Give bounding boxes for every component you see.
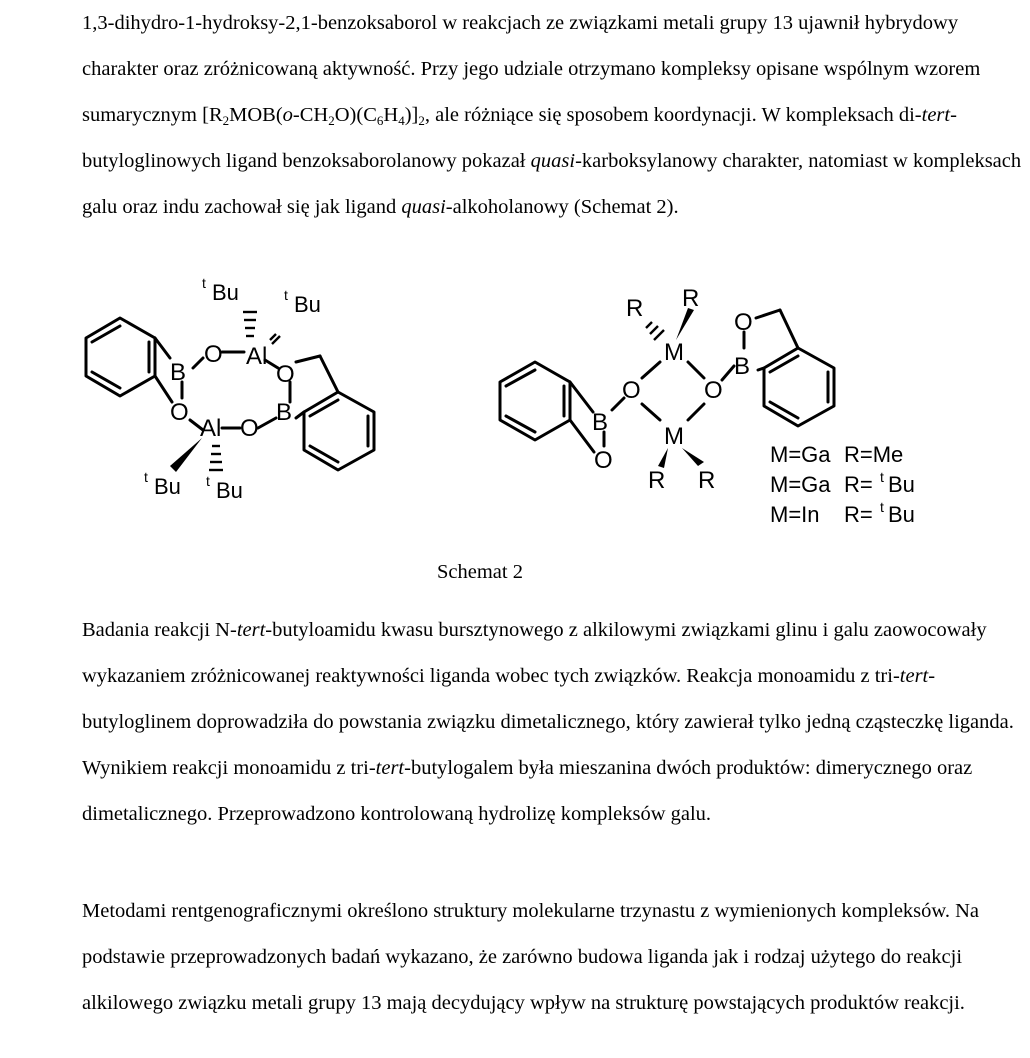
atom-O: O — [276, 361, 295, 388]
atom-O: O — [594, 447, 613, 474]
paragraph-amide-reactions: Badania reakcji N-tert-butyloamidu kwasu bursztynowego z alkilowymi związkami glinu i galu zaowocowały wykazaniem zróżnicowanej reaktywności liganda wobec tych związków. Reakcja monoamidu z tri-tert-butyloglinem doprowadziła do powstania związku dimetalicznego, który zawierał tylko jedną cząsteczkę liganda. Wynikiem reakcji monoamidu z tri-tert-butylogalem była mieszanina dwóch produktów: dimerycznego oraz dimetalicznego. Przeprowadzono kontrolowaną hydrolizę kompleksów galu. — [82, 619, 1014, 825]
butyl-label: Bu — [154, 474, 181, 499]
atom-O: O — [204, 341, 223, 368]
right-benzene-ring-1 — [500, 362, 570, 440]
legend-substituent: R= — [844, 502, 873, 527]
tert-prefix: t — [880, 499, 884, 515]
atom-O: O — [240, 415, 259, 442]
atom-B: B — [170, 359, 187, 386]
tert-prefix: t — [206, 473, 210, 489]
butyl-label: Bu — [888, 472, 915, 497]
butyl-label: Bu — [216, 478, 243, 503]
scheme-caption: Schemat 2 — [437, 561, 523, 583]
scheme-2-structures — [0, 270, 960, 560]
paragraph-intro: 1,3-dihydro-1-hydroksy-2,1-benzoksaborol w reakcjach ze związkami metali grupy 13 ujawnił hybrydowy charakter oraz zróżnicowaną aktywność. Przy jego udziale otrzymano kompleksy opisane wspólnym wzorem sumarycznym $[R_2MOB(o-CH_2O)(C_6H_4)]_2$, ale różniące się sposobem koordynacji. W kompleksach di-tert-butyloglinowych ligand benzoksaborolanowy pokazał quasi-karboksylanowy charakter, natomiast w kompleksach galu oraz indu zachował się jak ligand quasi-alkoholanowy (Schemat 2). — [82, 12, 1022, 218]
wedge-bond — [676, 308, 694, 340]
wedge-bond — [170, 438, 202, 472]
atom-B: B — [592, 409, 609, 436]
tert-prefix: t — [284, 287, 288, 303]
legend-metal: M=Ga — [770, 442, 831, 467]
legend-substituent: R=Me — [844, 442, 904, 467]
legend-metal: M=Ga — [770, 472, 831, 497]
substituent-R: R — [648, 467, 666, 494]
tert-prefix: t — [144, 469, 148, 485]
paragraph-conclusions: Metodami rentgenograficznymi określono struktury molekularne trzynastu z wymienionych kompleksów. Na podstawie przeprowadzonych badań wykazano, że zarówno budowa liganda jak i rodzaj użytego do reakcji alkilowego związku metali grupy 13 mają decydujący wpływ na strukturę powstających produktów reakcji. — [82, 900, 980, 1014]
legend-substituent: R= — [844, 472, 873, 497]
butyl-label: Bu — [294, 292, 321, 317]
substituent-R: R — [682, 285, 700, 312]
atom-B: B — [276, 399, 293, 426]
atom-M: M — [664, 339, 684, 366]
left-benzene-ring-2 — [304, 392, 374, 470]
atom-O: O — [170, 399, 189, 426]
atom-M: M — [664, 423, 684, 450]
wedge-bond — [658, 448, 668, 468]
wedge-bond — [682, 448, 704, 466]
butyl-label: Bu — [212, 280, 239, 305]
substituent-R: R — [698, 467, 716, 494]
atom-Al: Al — [200, 415, 222, 442]
butyl-label: Bu — [888, 502, 915, 527]
right-benzene-ring-2 — [764, 348, 834, 426]
substituent-R: R — [626, 295, 644, 322]
atom-O: O — [622, 377, 641, 404]
atom-O: O — [704, 377, 723, 404]
atom-B: B — [734, 353, 751, 380]
atom-Al: Al — [246, 343, 268, 370]
legend-metal: M=In — [770, 502, 820, 527]
atom-O: O — [734, 309, 753, 336]
tert-prefix: t — [880, 469, 884, 485]
tert-prefix: t — [202, 275, 206, 291]
left-benzene-ring-1 — [86, 318, 155, 396]
